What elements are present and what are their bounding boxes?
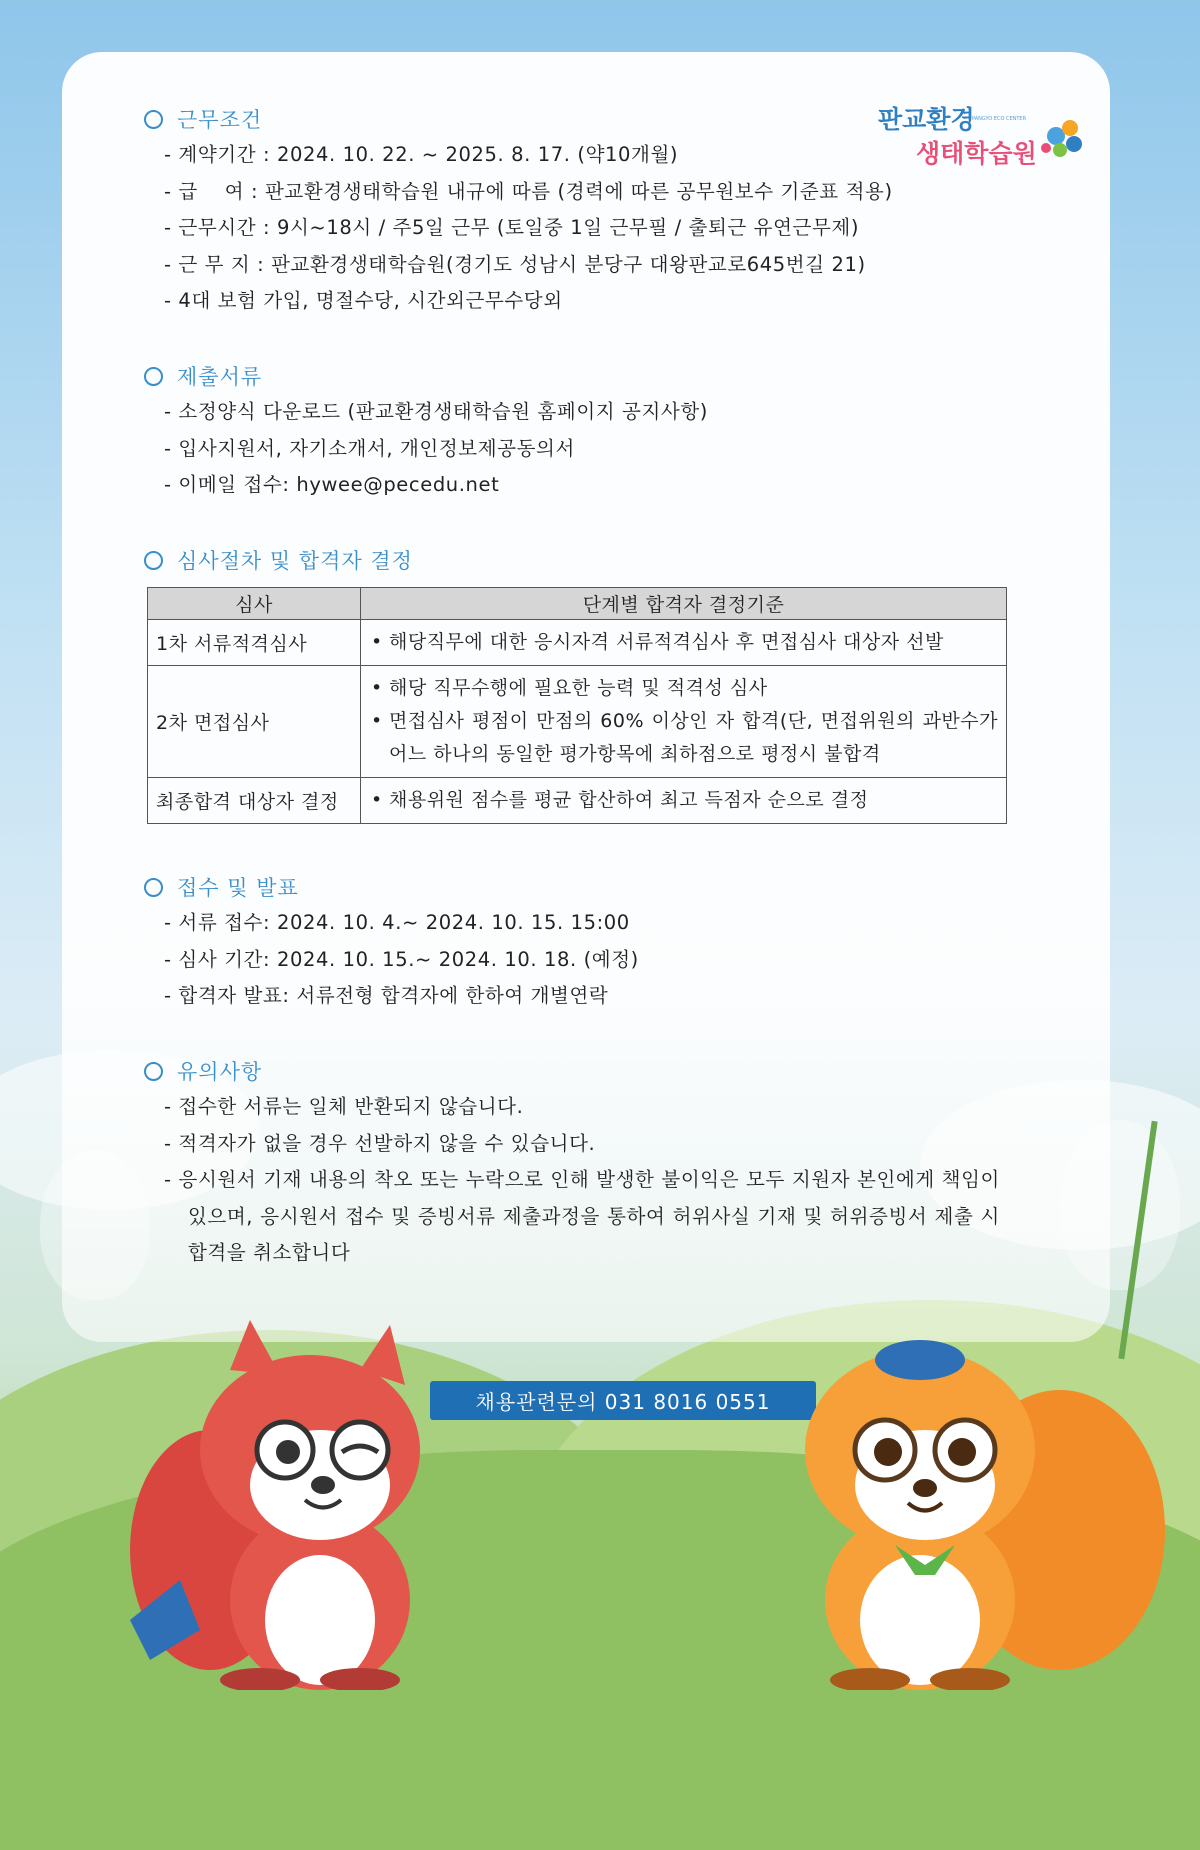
list-item: - 이메일 접수: hywee@pecedu.net xyxy=(164,473,500,496)
section-title: 유의사항 xyxy=(144,1053,1000,1089)
logo-line2: 생태학습원 xyxy=(916,139,1037,168)
squirrel-mascot-left xyxy=(120,1300,480,1690)
bullet-icon: • xyxy=(371,631,383,653)
list-item: - 합격자 발표: 서류전형 합격자에 한하여 개별연락 xyxy=(164,984,609,1007)
table-cell-stage: 1차 서류적격심사 xyxy=(148,620,361,666)
section-circle-icon xyxy=(144,551,163,570)
contact-label: 채용관련문의 031 8016 0551 xyxy=(475,1390,771,1414)
section-title: 제출서류 xyxy=(144,358,708,394)
table-cell-stage: 최종합격 대상자 결정 xyxy=(148,778,361,824)
squirrel-mascot-right xyxy=(720,1300,1180,1690)
section-circle-icon xyxy=(144,878,163,897)
list-item: - 적격자가 없을 경우 선발하지 않을 수 있습니다. xyxy=(164,1131,596,1155)
table-cell-criteria: • 해당직무에 대한 응시자격 서류적격심사 후 면접심사 대상자 선발 xyxy=(361,620,1007,666)
list-item: - 심사 기간: 2024. 10. 15.~ 2024. 10. 18. (예정) xyxy=(164,947,639,971)
list-item: - 계약기간 : 2024. 10. 22. ~ 2025. 8. 17. (약10개월) xyxy=(164,143,679,166)
section-title: 접수 및 발표 xyxy=(144,869,639,905)
bullet-icon: • xyxy=(371,710,383,732)
table-header-row xyxy=(148,588,1007,620)
pangyo-eco-center-logo xyxy=(876,98,1086,184)
logo-small-text: PANGYO ECO CENTER xyxy=(972,116,1027,122)
section-circle-icon xyxy=(144,110,163,129)
section-circle-icon xyxy=(144,367,163,386)
section-title: 근무조건 xyxy=(144,101,893,137)
section-documents xyxy=(144,358,708,504)
bullet-icon: • xyxy=(371,789,383,811)
table-header: 단계별 합격자 결정기준 xyxy=(361,588,1007,620)
table-row xyxy=(148,620,1007,666)
list-item: - 입사지원서, 자기소개서, 개인정보제공동의서 xyxy=(164,436,575,460)
section-notes xyxy=(144,1053,1000,1272)
list-item: - 소정양식 다운로드 (판교환경생태학습원 홈페이지 공지사항) xyxy=(164,400,708,423)
bullet-icon: • xyxy=(371,677,383,699)
section-circle-icon xyxy=(144,1062,163,1081)
list-item: - 서류 접수: 2024. 10. 4.~ 2024. 10. 15. 15:00 xyxy=(164,911,630,934)
list-item: - 4대 보험 가입, 명절수당, 시간외근무수당외 xyxy=(164,289,563,312)
section-work-conditions xyxy=(144,101,893,320)
section-schedule xyxy=(144,869,639,1015)
section-review xyxy=(144,542,413,578)
table-cell-criteria: • 해당 직무수행에 필요한 능력 및 적격성 심사 • 면접심사 평점이 만점의 60% 이상인 자 합격(단, 면접위원의 과반수가 어느 하나의 동일한 평가항목에 최하점으로 평정시 불합격 xyxy=(361,666,1007,778)
list-item: - 급 여 : 판교환경생태학습원 내규에 따름 (경력에 따른 공무원보수 기준표 적용) xyxy=(164,179,893,203)
review-table xyxy=(147,587,1007,824)
list-item: - 근 무 지 : 판교환경생태학습원(경기도 성남시 분당구 대왕판교로645번길 21) xyxy=(164,252,866,276)
table-header: 심사 xyxy=(148,588,361,620)
list-item: - 응시원서 기재 내용의 착오 또는 누락으로 인해 발생한 불이익은 모두 지원자 본인에게 책임이 있으며, 응시원서 접수 및 증빙서류 제출과정을 통하여 허위사실 기재 및 허위증빙서 제출 시 합격을 취소합니다 xyxy=(164,1168,1000,1264)
table-cell-criteria: • 채용위원 점수를 평균 합산하여 최고 득점자 순으로 결정 xyxy=(361,778,1007,824)
table-row xyxy=(148,666,1007,778)
table-row xyxy=(148,778,1007,824)
section-title: 심사절차 및 합격자 결정 xyxy=(144,542,413,578)
list-item: - 접수한 서류는 일체 반환되지 않습니다. xyxy=(164,1095,524,1118)
list-item: - 근무시간 : 9시~18시 / 주5일 근무 (토일중 1일 근무필 / 출퇴근 유연근무제) xyxy=(164,216,860,239)
table-cell-stage: 2차 면접심사 xyxy=(148,666,361,778)
logo-line1: 판교환경 xyxy=(878,105,975,134)
